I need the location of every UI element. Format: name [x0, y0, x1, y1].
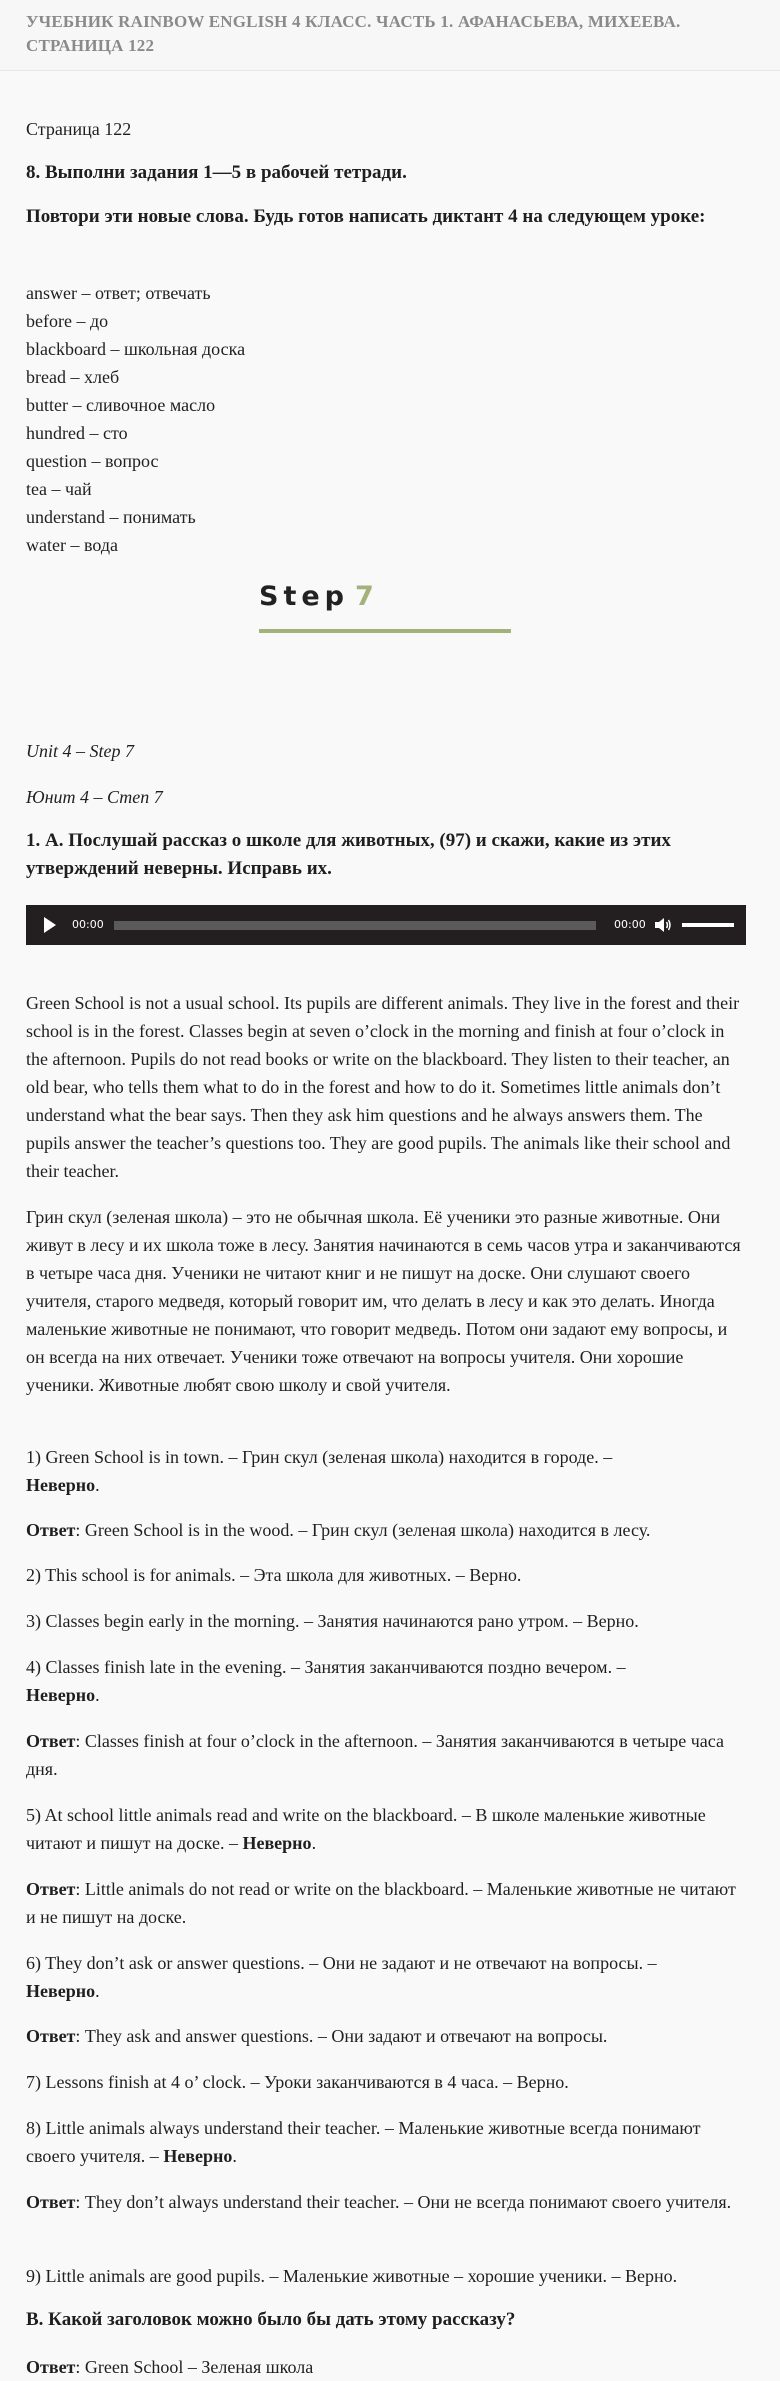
statement-8: 8) Little animals always understand their teacher. – Маленькие животные всегда понимают своего учителя. – Неверно.: [26, 2118, 701, 2166]
answer-4: [26, 1727, 746, 1783]
vocab-item: blackboard – школьная доска: [26, 339, 246, 359]
answer-b: [26, 2353, 746, 2381]
verdict-wrong: Неверно: [163, 2146, 233, 2166]
answer-1: [26, 1516, 746, 1544]
statement-3: 3) Classes begin early in the morning. – Занятия начинаются рано утром. – Верно.: [26, 1611, 639, 1631]
vocab-list: [26, 279, 245, 559]
statement-6: 6) They don’t ask or answer questions. – Они не задают и не отвечают на вопросы. – Неверно.: [26, 1953, 657, 2001]
play-icon[interactable]: [44, 917, 56, 933]
audio-player: [26, 905, 746, 945]
unit-title-en: Unit 4 – Step 7: [26, 741, 134, 761]
verdict-wrong: Неверно: [26, 1981, 96, 2001]
vocab-item: understand – понимать: [26, 507, 196, 527]
answer-5: [26, 1875, 746, 1931]
vocab-item: water – вода: [26, 535, 118, 555]
vocab-item: butter – сливочное масло: [26, 395, 216, 415]
answer-text: : They don’t always understand their teacher. – Они не всегда понимают своего учителя.: [75, 2192, 732, 2212]
answer-text: : Classes finish at four o’clock in the afternoon. – Занятия заканчиваются в четыре часа дня.: [26, 1731, 724, 1779]
statement-2: 2) This school is for animals. – Эта школа для животных. – Верно.: [26, 1565, 522, 1585]
statement-4: 4) Classes finish late in the evening. – Занятия заканчиваются поздно вечером. – Неверно.: [26, 1657, 626, 1705]
verdict-wrong: Неверно: [26, 1475, 96, 1495]
vocab-item: before – до: [26, 311, 109, 331]
vocab-item: bread – хлеб: [26, 367, 120, 387]
task-1a-heading: 1. А. Послушай рассказ о школе для животных, (97) и скажи, какие из этих утверждений неверны. Исправь их.: [26, 830, 671, 879]
page-header: [0, 0, 780, 71]
answer-label: Ответ: [26, 1879, 76, 1899]
answer-label: Ответ: [26, 2026, 76, 2046]
task-1b-heading: B. Какой заголовок можно было бы дать этому рассказу?: [26, 2309, 516, 2330]
audio-current-time: 00:00: [72, 918, 104, 931]
vocab-heading: Повтори эти новые слова. Будь готов написать диктант 4 на следующем уроке:: [26, 206, 706, 227]
statement-text: 1) Green School is in town. – Грин скул (зеленая школа) находится в городе. –: [26, 1447, 613, 1467]
volume-slider[interactable]: [682, 923, 734, 927]
audio-progress-bar[interactable]: [114, 921, 596, 930]
vocab-item: answer – ответ; отвечать: [26, 283, 211, 303]
answer-text: : Little animals do not read or write on the blackboard. – Маленькие животные не читают и не пишут на доске.: [26, 1879, 736, 1927]
statement-text: 5) At school little animals read and write on the blackboard. – В школе маленькие животные читают и пишут на доске. –: [26, 1805, 706, 1853]
vocab-item: hundred – сто: [26, 423, 128, 443]
answer-label: Ответ: [26, 2357, 76, 2377]
statement-text: 4) Classes finish late in the evening. – Занятия заканчиваются поздно вечером. –: [26, 1657, 626, 1677]
answer-6: [26, 2022, 746, 2050]
answer-text: : Green School – Зеленая школа: [75, 2357, 314, 2377]
task-8-heading: 8. Выполни задания 1—5 в рабочей тетради.: [26, 162, 407, 183]
verdict-wrong: Неверно: [242, 1833, 312, 1853]
answer-label: Ответ: [26, 1520, 76, 1540]
statement-9: 9) Little animals are good pupils. – Маленькие животные – хорошие ученики. – Верно.: [26, 2266, 678, 2286]
vocab-item: question – вопрос: [26, 451, 159, 471]
page-title: УЧЕБНИК RAINBOW ENGLISH 4 КЛАСС. ЧАСТЬ 1. АФАНАСЬЕВА, МИХЕЕВА. СТРАНИЦА 122: [26, 12, 681, 55]
answer-label: Ответ: [26, 1731, 76, 1751]
answer-text: : Green School is in the wood. – Грин скул (зеленая школа) находится в лесу.: [75, 1520, 651, 1540]
audio-duration: 00:00: [614, 918, 646, 931]
page-number-label: Страница 122: [26, 119, 132, 139]
volume-icon[interactable]: [654, 917, 672, 933]
answer-label: Ответ: [26, 2192, 76, 2212]
story-english: Green School is not a usual school. Its pupils are different animals. They live in the forest and their school is in the forest. Classes begin at seven o’clock in the morning and finish at four o’clock in the afternoon. Pupils do not read books or write on the blackboard. They listen to their teacher, an old bear, who tells them what to do in the forest and how to do it. Sometimes little animals don’t understand what the bear says. Then they ask him questions and he always answers them. The pupils answer the teacher’s questions too. They are good pupils. The animals like their school and their teacher.: [26, 993, 740, 1181]
statement-5: 5) At school little animals read and write on the blackboard. – В школе маленькие животные читают и пишут на доске. – Неверно.: [26, 1805, 706, 1853]
story-russian: Грин скул (зеленая школа) – это не обычная школа. Её ученики это разные животные. Они живут в лесу и их школа тоже в лесу. Занятия начинаются в семь часов утра и заканчиваются в четыре часа дня. Ученики не читают книг и не пишут на доске. Они слушают своего учителя, старого медведя, который говорит им, что делать в лесу и как это делать. Иногда маленькие животные не понимают, что говорит медведь. Потом они задают ему вопросы, и он всегда на них отвечает. Ученики тоже отвечают на вопросы учителя. Они хорошие ученики. Животные любят свою школу и свой учителя.: [26, 1207, 741, 1395]
answer-text: : They ask and answer questions. – Они задают и отвечают на вопросы.: [75, 2026, 608, 2046]
statement-7: 7) Lessons finish at 4 o’ clock. – Уроки заканчиваются в 4 часа. – Верно.: [26, 2072, 569, 2092]
verdict-wrong: Неверно: [26, 1685, 96, 1705]
statement-1: 1) Green School is in town. – Грин скул (зеленая школа) находится в городе. – Неверно.: [26, 1447, 613, 1495]
statement-text: 6) They don’t ask or answer questions. – Они не задают и не отвечают на вопросы. –: [26, 1953, 657, 1973]
step-word: Step: [259, 581, 349, 612]
step-banner: [259, 583, 511, 635]
step-underline: [259, 629, 511, 633]
unit-title-ru: Юнит 4 – Степ 7: [26, 787, 163, 807]
answer-8: [26, 2188, 746, 2216]
statement-text: 8) Little animals always understand their teacher. – Маленькие животные всегда понимают своего учителя. –: [26, 2118, 701, 2166]
vocab-item: tea – чай: [26, 479, 92, 499]
step-number: 7: [355, 581, 374, 612]
